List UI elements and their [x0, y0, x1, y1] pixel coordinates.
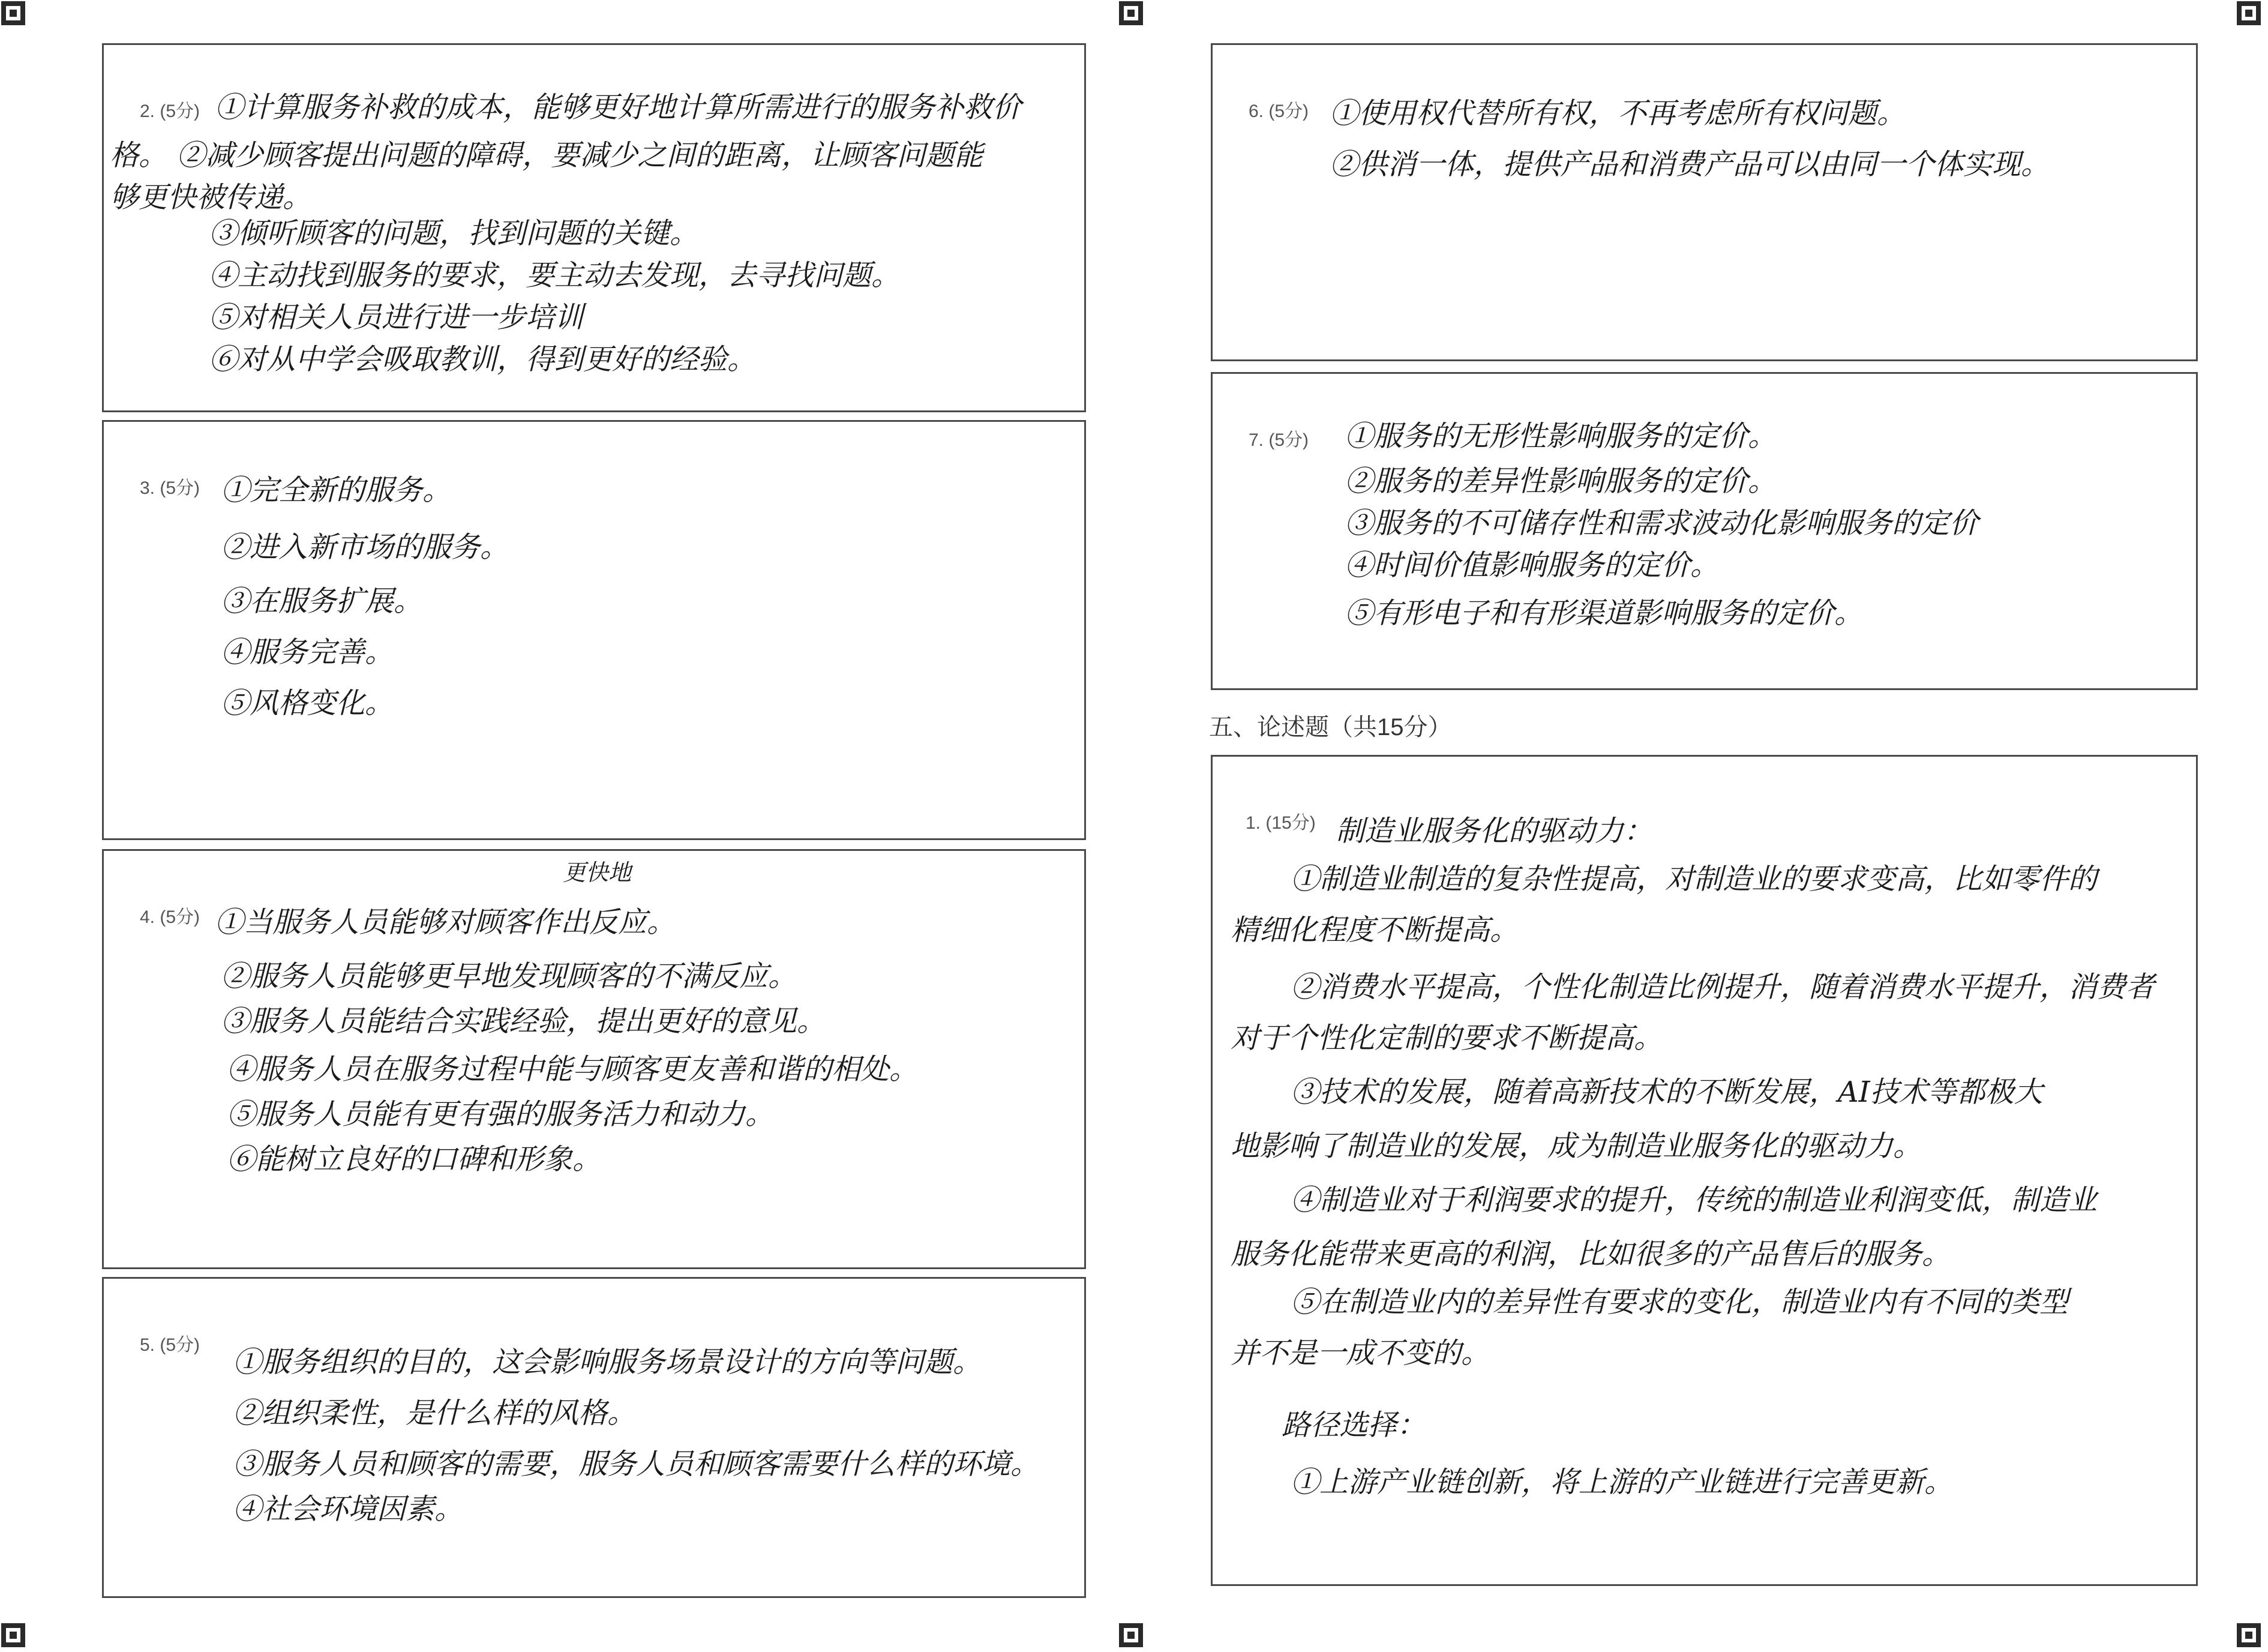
answer-line: ①使用权代替所有权，不再考虑所有权问题。	[1330, 97, 1906, 130]
answer-line: 并不是一成不变的。	[1231, 1336, 1490, 1370]
corner-marker-top-center	[1119, 1, 1143, 25]
answer-box-essay	[1211, 755, 2198, 1586]
answer-line: ③在服务扩展。	[221, 584, 423, 618]
answer-line: 够更快被传递。	[110, 181, 312, 214]
answer-line: ⑤有形电子和有形渠道影响服务的定价。	[1345, 596, 1864, 630]
answer-box-q7	[1211, 372, 2198, 690]
question-number: 2. (5分)	[140, 101, 200, 121]
answer-line: ④服务完善。	[221, 635, 394, 669]
answer-box-q5	[102, 1277, 1086, 1598]
question-number: 1. (15分)	[1246, 813, 1316, 833]
answer-box-q4	[102, 849, 1086, 1269]
answer-line: ④服务人员在服务过程中能与顾客更友善和谐的相处。	[227, 1053, 919, 1086]
corner-marker-bottom-center	[1119, 1623, 1143, 1647]
answer-line: ④社会环境因素。	[233, 1492, 464, 1526]
answer-box-q3	[102, 420, 1086, 840]
answer-line: ③倾听顾客的问题，找到问题的关键。	[209, 217, 699, 250]
answer-line: 格。 ②减少顾客提出问题的障碍，要减少之间的距离，让顾客问题能	[110, 139, 983, 172]
answer-line: ②进入新市场的服务。	[221, 530, 509, 564]
answer-line: ②组织柔性，是什么样的风格。	[233, 1396, 637, 1430]
answer-line: ⑤风格变化。	[221, 686, 394, 720]
answer-line: ⑤服务人员能有更有强的服务活力和动力。	[227, 1098, 775, 1131]
corner-marker-bottom-left	[1, 1623, 25, 1647]
answer-box-q6	[1211, 43, 2198, 361]
answer-line: ④主动找到服务的要求，要主动去发现，去寻找问题。	[209, 259, 901, 292]
answer-line: ③服务的不可储存性和需求波动化影响服务的定价	[1345, 506, 1979, 540]
answer-line: ⑤在制造业内的差异性有要求的变化，制造业内有不同的类型	[1291, 1285, 2069, 1319]
answer-line: ⑤对相关人员进行进一步培训	[209, 301, 584, 334]
answer-line: 路径选择：	[1282, 1408, 1426, 1442]
corner-marker-bottom-right	[2237, 1623, 2261, 1647]
answer-line: ④制造业对于利润要求的提升，传统的制造业利润变低，制造业	[1291, 1183, 2098, 1217]
answer-line: ②服务人员能够更早地发现顾客的不满反应。	[221, 960, 797, 993]
answer-insert: 更快地	[563, 859, 632, 886]
answer-line: ①完全新的服务。	[221, 473, 452, 507]
answer-box-q2	[102, 43, 1086, 412]
corner-marker-top-left	[1, 1, 25, 25]
answer-line: ⑥能树立良好的口碑和形象。	[227, 1143, 602, 1176]
answer-line: ③服务人员能结合实践经验，提出更好的意见。	[221, 1005, 826, 1038]
question-number: 3. (5分)	[140, 478, 200, 498]
answer-line: ②供消一体，提供产品和消费产品可以由同一个体实现。	[1330, 148, 2050, 181]
answer-line: 地影响了制造业的发展，成为制造业服务化的驱动力。	[1231, 1129, 1922, 1163]
answer-line: ④时间价值影响服务的定价。	[1345, 548, 1720, 582]
answer-line: ②服务的差异性影响服务的定价。	[1345, 464, 1777, 498]
question-number: 5. (5分)	[140, 1335, 200, 1355]
answer-line: ①制造业制造的复杂性提高，对制造业的要求变高，比如零件的	[1291, 862, 2098, 896]
answer-line: ⑥对从中学会吸取教训，得到更好的经验。	[209, 343, 757, 376]
answer-line: 制造业服务化的驱动力：	[1336, 814, 1653, 848]
answer-line: ①当服务人员能够对顾客作出反应。	[215, 906, 676, 939]
answer-line: 精细化程度不断提高。	[1231, 913, 1519, 947]
answer-line: ①服务组织的目的，这会影响服务场景设计的方向等问题。	[233, 1345, 982, 1379]
corner-marker-top-right	[2237, 1, 2261, 25]
answer-line: ①上游产业链创新，将上游的产业链进行完善更新。	[1291, 1465, 1954, 1499]
question-number: 6. (5分)	[1249, 101, 1309, 121]
answer-line: ②消费水平提高，个性化制造比例提升，随着消费水平提升，消费者	[1291, 970, 2155, 1004]
answer-line: ①服务的无形性影响服务的定价。	[1345, 419, 1777, 453]
question-number: 4. (5分)	[140, 907, 200, 927]
answer-line: ③服务人员和顾客的需要，服务人员和顾客需要什么样的环境。	[233, 1447, 1040, 1481]
answer-line: 服务化能带来更高的利润，比如很多的产品售后的服务。	[1231, 1237, 1951, 1271]
answer-line: ③技术的发展，随着高新技术的不断发展，AI技术等都极大	[1291, 1075, 2043, 1109]
answer-line: ①计算服务补救的成本，能够更好地计算所需进行的服务补救价	[215, 91, 1022, 124]
answer-line: 对于个性化定制的要求不断提高。	[1231, 1021, 1663, 1055]
question-number: 7. (5分)	[1249, 430, 1309, 450]
section-title: 五、论述题（共15分）	[1209, 714, 1452, 740]
